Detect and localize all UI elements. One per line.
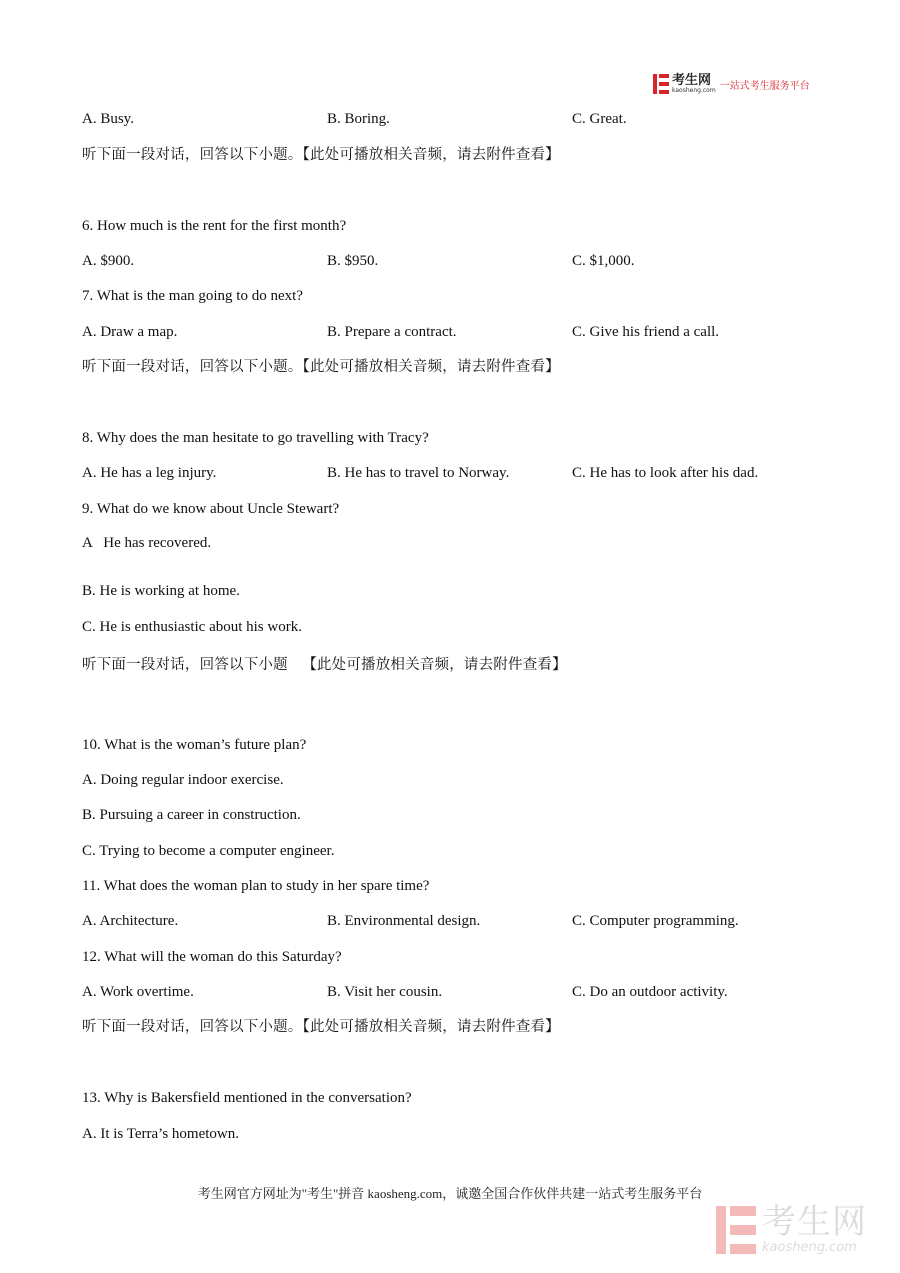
option-b: B. He has to travel to Norway. [327,465,510,481]
option-a: A. He has a leg injury. [82,465,217,481]
option-b: B. Pursuing a career in construction. [82,807,301,823]
option-b: B. Prepare a contract. [327,324,457,340]
watermark [716,1202,867,1255]
option-a: A He has recovered. [82,535,212,551]
option-b: B. He is working at home. [82,583,240,599]
footer-text: 考生网官方网址为"考生"拼音 kaosheng.com，诚邀全国合作伙伴共建一站式考生服务平台 [197,1186,703,1201]
question-13: 13. Why is Bakersfield mentioned in the conversation? [82,1090,412,1106]
header-logo [653,73,810,95]
logo-url: kaosheng.com [672,87,716,94]
option-a: A. Architecture. [82,913,179,929]
question-12: 12. What will the woman do this Saturday? [82,949,342,965]
logo-text: 考生网 [672,73,712,88]
option-b: B. $950. [327,253,379,269]
question-9: 9. What do we know about Uncle Stewart? [82,501,340,517]
option-c: C. Give his friend a call. [572,324,720,340]
option-a: A. Doing regular indoor exercise. [82,772,284,788]
watermark-text: 考生网 [762,1202,867,1242]
option-a: A. It is Terra’s hometown. [82,1126,239,1142]
option-b: B. Boring. [327,111,390,127]
audio-instruction: 听下面一段对话，回答以下小题。【此处可播放相关音频，请去附件查看】 [82,359,560,375]
kaosheng-logo-icon [653,74,669,94]
question-11: 11. What does the woman plan to study in her spare time? [82,878,430,894]
option-c: C. Do an outdoor activity. [572,984,728,1000]
option-c: C. Computer programming. [572,913,739,929]
option-a: A. $900. [82,253,135,269]
question-7: 7. What is the man going to do next? [82,288,303,304]
option-c: C. $1,000. [572,253,635,269]
question-10: 10. What is the woman’s future plan? [82,737,307,753]
option-c: C. Great. [572,111,627,127]
question-8: 8. Why does the man hesitate to go travelling with Tracy? [82,430,429,446]
kaosheng-watermark-icon [716,1206,756,1254]
logo-slogan: 一站式考生服务平台 [719,80,810,92]
audio-instruction: 听下面一段对话，回答以下小题。【此处可播放相关音频，请去附件查看】 [82,1019,560,1035]
option-c: C. Trying to become a computer engineer. [82,843,335,859]
watermark-url: kaosheng.com [762,1240,857,1255]
option-b: B. Environmental design. [327,913,481,929]
option-b: B. Visit her cousin. [327,984,443,1000]
option-a: A. Busy. [82,111,134,127]
option-a: A. Draw a map. [82,324,178,340]
audio-instruction: 听下面一段对话，回答以下小题 【此处可播放相关音频，请去附件查看】 [82,657,567,673]
option-a: A. Work overtime. [82,984,194,1000]
audio-instruction: 听下面一段对话，回答以下小题。【此处可播放相关音频，请去附件查看】 [82,147,560,163]
option-c: C. He is enthusiastic about his work. [82,619,302,635]
question-6: 6. How much is the rent for the first month? [82,218,347,234]
option-c: C. He has to look after his dad. [572,465,759,481]
